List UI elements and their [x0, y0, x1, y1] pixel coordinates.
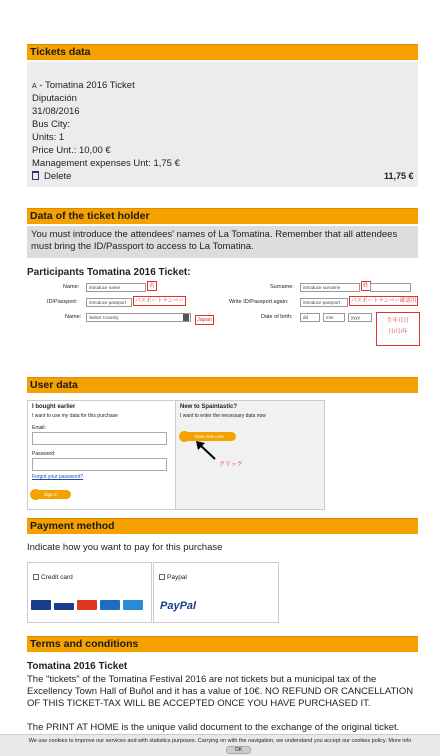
- terms-paragraph-1: The "tickets" of the Tomatina Festival 2016 are not tickets but a municipal tax of the Excellency Town Hall of Buñol and it has a value of 10€. NO REFUND OR CANCELLATION OF THIS TICKET-TAX WILL BE ACCEPTED ONCE YOU HAVE PURCHASED IT.: [27, 674, 414, 709]
- country-label: Name:: [65, 314, 82, 320]
- id-input[interactable]: introduce passport: [86, 298, 132, 307]
- bought-earlier-subtitle: I want to use my data for this purchase: [32, 413, 118, 419]
- surname-note: 姓: [363, 283, 369, 289]
- visa-icon: [31, 600, 51, 610]
- name-input[interactable]: introduce name: [86, 283, 146, 292]
- holder-section-header: [27, 208, 418, 224]
- cookie-text: We use cookies to improve our services and with statistics purposes. Carrying on with the navigation, we understand you accept our cookies policy. More info: [28, 738, 412, 744]
- tickets-section-header: [27, 44, 418, 60]
- chevron-down-icon: [183, 314, 189, 321]
- payment-section-header: [27, 518, 418, 534]
- dob-note: [376, 312, 420, 346]
- surname-input-extension[interactable]: [370, 283, 411, 292]
- trash-icon: [32, 171, 39, 180]
- dob-note-line-2: 日/月/年: [388, 329, 408, 335]
- name-label: Name:: [63, 284, 80, 290]
- mastercard-icon: [77, 600, 97, 610]
- participants-title: Participants Tomatina 2016 Ticket:: [27, 267, 191, 278]
- id-again-input[interactable]: introduce passport: [300, 298, 348, 307]
- id-again-label: Write ID/Passport again:: [229, 299, 289, 305]
- data-new-user-label: Data new user: [195, 434, 225, 439]
- ticket-place: Diputación: [32, 93, 77, 104]
- name-note: 名: [149, 283, 155, 289]
- visa-electron-icon: [54, 600, 74, 610]
- new-user-title: New to Spaintastic?: [180, 404, 238, 410]
- terms-title: Tomatina 2016 Ticket: [27, 661, 128, 672]
- credit-card-option[interactable]: [27, 562, 152, 623]
- paypal-checkbox[interactable]: [159, 574, 165, 580]
- paypal-logo: PayPal: [160, 600, 197, 612]
- email-label: Email:: [32, 425, 46, 431]
- dob-year-select[interactable]: yyyy: [348, 313, 372, 322]
- terms-section-header: [27, 636, 418, 652]
- ticket-bus-city: Bus City:: [32, 119, 71, 130]
- paypal-label: Paypal: [167, 574, 187, 581]
- paypal-option[interactable]: [153, 562, 279, 623]
- holder-notice: You must introduce the attendees' names of La Tomatina. Remember that all attendees must bring the ID/Passport to access to La Tomatina.: [31, 229, 398, 252]
- arrow-icon: [195, 441, 217, 461]
- ticket-total: 11,75 €: [384, 171, 414, 181]
- id-note: パスポートナンバー: [135, 298, 184, 304]
- ticket-title-text: - Tomatina 2016 Ticket: [39, 80, 135, 91]
- user-header-label: User data: [30, 379, 78, 391]
- ticket-prefix: A: [32, 83, 37, 90]
- cookie-ok-button[interactable]: OK: [226, 746, 251, 754]
- password-label: Password:: [32, 451, 56, 457]
- signin-bullet: [30, 489, 41, 500]
- dob-label: Date of birth:: [261, 314, 293, 320]
- delete-button[interactable]: [32, 171, 71, 182]
- country-select-value: Select Country: [89, 315, 119, 320]
- maestro-icon: [100, 600, 120, 610]
- delete-label: Delete: [44, 171, 72, 182]
- id-again-note: パスポートナンバー確認用: [351, 298, 417, 304]
- country-note: Japan: [197, 317, 212, 323]
- cookie-banner: [0, 734, 440, 756]
- ticket-item-title: [32, 80, 135, 91]
- click-note: クリック: [219, 462, 243, 468]
- payment-intro: Indicate how you want to pay for this purchase: [27, 542, 223, 553]
- terms-paragraph-2: The PRINT AT HOME is the unique valid document to the exchange of the original ticket.: [27, 722, 400, 733]
- ticket-price: Price Unt.: 10,00 €: [32, 145, 111, 156]
- ticket-date: 31/08/2016: [32, 106, 80, 117]
- holder-header-label: Data of the ticket holder: [30, 210, 150, 222]
- signin-label: Sign in: [44, 492, 58, 497]
- user-section-header: [27, 377, 418, 393]
- terms-header-label: Terms and conditions: [30, 638, 139, 650]
- credit-card-label: Credit card: [41, 574, 73, 581]
- credit-card-checkbox[interactable]: [33, 574, 39, 580]
- dob-note-line-1: 生年月日: [386, 318, 409, 324]
- data-new-user-button[interactable]: [183, 432, 236, 441]
- email-field[interactable]: [32, 432, 167, 445]
- ticket-management: Management expenses Unt: 1,75 €: [32, 158, 180, 169]
- bought-earlier-title: I bought earlier: [32, 404, 76, 410]
- ticket-units: Units: 1: [32, 132, 65, 143]
- country-select[interactable]: [86, 313, 191, 322]
- payment-header-label: Payment method: [30, 520, 115, 532]
- tickets-header-label: Tickets data: [30, 46, 91, 58]
- password-field[interactable]: [32, 458, 167, 471]
- dob-day-select[interactable]: dd: [300, 313, 320, 322]
- id-label: ID/Passport:: [47, 299, 78, 305]
- new-user-bullet: [179, 431, 190, 442]
- surname-label: Surname:: [270, 284, 294, 290]
- forgot-password-link[interactable]: Forgot your password?: [32, 474, 84, 480]
- new-user-subtitle: I want to enter the necessary data now: [180, 413, 266, 419]
- dob-month-select[interactable]: mm: [323, 313, 345, 322]
- surname-input[interactable]: introduce surname: [300, 283, 360, 292]
- amex-icon: [123, 600, 143, 610]
